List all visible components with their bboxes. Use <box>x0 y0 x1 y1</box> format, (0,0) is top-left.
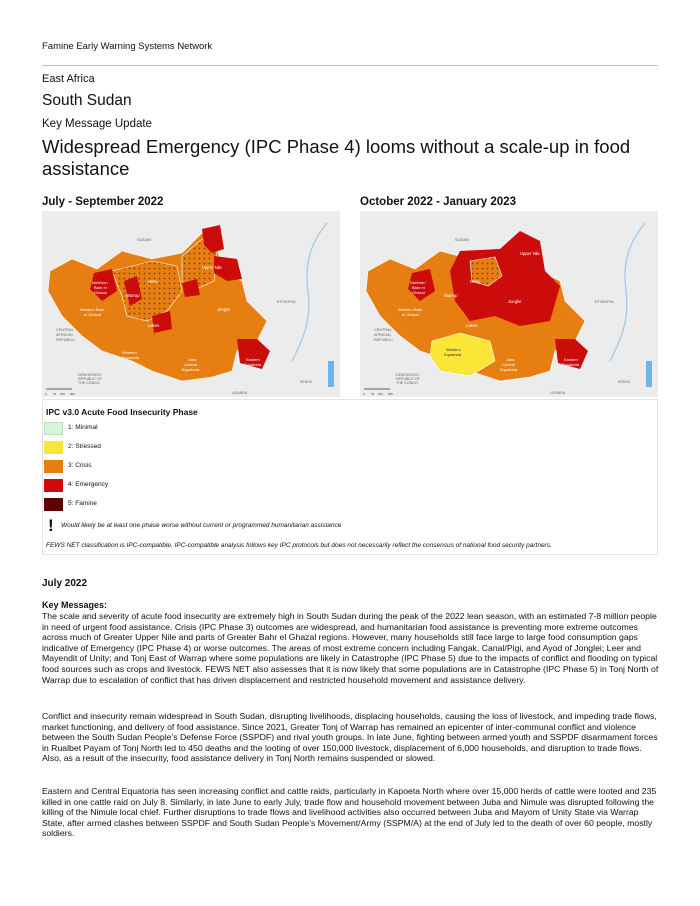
label-car: CENTRAL <box>56 328 74 332</box>
label-ethiopia: ETHIOPIA <box>595 299 614 304</box>
label-sudan: SUDAN <box>137 237 152 242</box>
label-car: CENTRAL <box>374 328 392 332</box>
legend-label: 3: Crisis <box>68 462 92 469</box>
label-central-equatoria: Central <box>184 362 197 367</box>
header-divider <box>42 65 658 66</box>
map-title-current: July - September 2022 <box>42 196 164 208</box>
label-ethiopia: ETHIOPIA <box>277 299 296 304</box>
lake-victoria <box>646 361 652 387</box>
headline: Widespread Emergency (IPC Phase 4) looms without a scale-up in food assistance <box>42 136 631 179</box>
label-car: AFRICAN <box>56 333 73 337</box>
label-jonglei: Jonglei <box>217 307 231 312</box>
label-central-equatoria: Equatoria <box>182 367 200 372</box>
label-drc: REPUBLIC OF <box>78 377 102 381</box>
label-juba: Juba <box>188 358 197 362</box>
label-warrap: Warrap <box>444 293 458 298</box>
label-drc: THE CONGO <box>396 381 418 385</box>
label-western-equatoria: Equatoria <box>444 352 462 357</box>
label-northern-bahr: Bahr el <box>94 285 107 290</box>
label-western-equatoria: Western <box>122 350 137 355</box>
label-juba: Juba <box>506 358 515 362</box>
lake-victoria <box>328 361 334 387</box>
label-northern-bahr: Ghazal <box>94 290 107 295</box>
label-kenya: KENYA <box>618 380 630 384</box>
label-upper-nile: Upper Nile <box>202 265 222 270</box>
legend-swatch <box>44 498 63 511</box>
label-kenya: KENYA <box>300 380 312 384</box>
label-eastern-equatoria: Equatoria <box>562 362 580 367</box>
map-projection <box>360 211 658 397</box>
label-central-equatoria: Equatoria <box>500 367 518 372</box>
body-paragraph: Eastern and Central Equatoria has seen increasing conflict and cattle raids, particularly in Kapoeta North where over 15,000 herds of cattle were looted and 235 killed in one cattle raid on July 8. Similarly, in late June to early July, trade flow and household movement between Juba and Nimule was disrupted following the killing of the Nimule local chief. Further disruptions to trade flows and livelihood activities also occurred between Juba and Mayom of Unity State via Warrap State, after armed clashes between SSPDF and South Sudan People’s Movement/Army (SSPM/A) at the end of July led to the death of over 60 people, mostly soldiers. <box>42 786 657 839</box>
map-title-projection: October 2022 - January 2023 <box>360 196 516 208</box>
label-car: REPUBLIC <box>56 338 75 342</box>
scale-label: 0 <box>45 392 47 396</box>
label-lakes: Lakes <box>148 323 160 328</box>
legend-swatch <box>44 479 63 492</box>
legend-label: 5: Famine <box>68 500 97 507</box>
legend-swatch <box>44 460 63 473</box>
label-uganda: UGANDA <box>232 391 248 395</box>
label-drc: DEMOCRATIC <box>78 373 102 377</box>
body-paragraph: The scale and severity of acute food insecurity are extremely high in South Sudan during the peak of the 2022 lean season, with an estimated 7-8 million people in need of urgent food assistance. Crisis (IPC Phase 3) outcomes are widespread, and humanitarian food assistance is preventing more extreme outcomes across much of Greater Upper Nile and parts of Greater Bahr el Ghazal regions. However, many households still face large to large food consumption gaps indicative of Emergency (IPC Phase 4) or worse outcomes. The areas of most extreme concern including Fangak, Canal/Pigi, and Ayod of Jonglei; Leer and Mayendit of Unity; and Tonj East of Warrap where some populations are likely in Catastrophe (IPC Phase 5) due to the impacts of conflict and flooding on typical food sources such as crops and livestock. FEWS NET also assesses that it is now likely that some populations are in Catastrophe (IPC Phase 5) in Tonj North of Warrap due to escalation of conflict that has driven displacement and restricted household movement and assistance delivery. <box>42 611 659 685</box>
legend-title: IPC v3.0 Acute Food Insecurity Phase <box>46 407 198 417</box>
scale-label: 300 <box>70 392 75 396</box>
label-car: AFRICAN <box>374 333 391 337</box>
label-upper-nile: Upper Nile <box>520 251 540 256</box>
label-unity: Unity <box>148 279 158 284</box>
label-eastern-equatoria: Equatoria <box>244 362 262 367</box>
label-drc: THE CONGO <box>78 381 100 385</box>
label-central-equatoria: Central <box>502 362 515 367</box>
label-northern-bahr: Bahr el <box>412 285 425 290</box>
legend-label: 4: Emergency <box>68 481 109 488</box>
map-current <box>42 211 340 397</box>
scale-label: 75 <box>371 392 375 396</box>
label-drc: DEMOCRATIC <box>396 373 420 377</box>
label-northern-bahr: Northern <box>92 280 108 285</box>
country-title: South Sudan <box>42 92 132 109</box>
exclamation-icon: ! <box>48 516 54 535</box>
legend-box <box>42 399 658 555</box>
label-uganda: UGANDA <box>550 391 566 395</box>
scale-label: 300 <box>388 392 393 396</box>
scale-label: 150 <box>378 392 383 396</box>
legend-label: 2: Stressed <box>68 443 101 450</box>
label-western-bahr: el Ghazal <box>402 312 419 317</box>
label-eastern-equatoria: Eastern <box>564 357 578 362</box>
body-paragraph: Conflict and insecurity remain widespread in South Sudan, disrupting livelihoods, displacing households, causing the loss of livestock, and impeding trade flows, market functioning, and delivery of food assistance. Since 2021, Greater Tonj of Warrap has remained an epicenter of inter-communal conflict and violence between the South Sudan People’s Defense Force (SSPDF) and rival youth groups. In late June, fighting between armed youth and SSPDF disarmament forces in Rualbet Payam of Tonj North led to 450 deaths and the looting of over 150,000 livestock, displacement of 6,000 households, and disruption to trade flows. Also, as a result of the insecurity, food assistance delivery in Tonj North remains suspended or slowed. <box>42 711 658 764</box>
label-northern-bahr: Northern <box>410 280 426 285</box>
scale-label: 75 <box>53 392 57 396</box>
label-western-equatoria: Equatoria <box>122 355 140 360</box>
label-eastern-equatoria: Eastern <box>246 357 260 362</box>
key-messages-heading: Key Messages: <box>42 600 108 610</box>
scale-label: 0 <box>363 392 365 396</box>
region-label: East Africa <box>42 73 95 85</box>
report-month: July 2022 <box>42 578 88 589</box>
label-warrap: Warrap <box>126 293 140 298</box>
label-western-bahr: Western Bahr <box>80 307 105 312</box>
label-western-bahr: el Ghazal <box>84 312 101 317</box>
ipc-compatibility-note: FEWS NET classification is IPC-compatible. IPC-compatible analysis follows key IPC protocols but does not necessarily reflect the consensus of national food security partners. <box>46 542 552 549</box>
assistance-note: Would likely be at least one phase worse without current or programmed humanitarian assistance <box>61 522 342 529</box>
legend-label: 1: Minimal <box>68 424 98 431</box>
label-unity: Unity <box>470 279 480 284</box>
label-northern-bahr: Ghazal <box>412 290 425 295</box>
label-lakes: Lakes <box>466 323 478 328</box>
legend-swatch <box>44 441 63 454</box>
organization-name: Famine Early Warning Systems Network <box>42 41 213 52</box>
label-western-bahr: Western Bahr <box>398 307 423 312</box>
label-car: REPUBLIC <box>374 338 393 342</box>
label-sudan: SUDAN <box>455 237 470 242</box>
report-type: Key Message Update <box>42 118 152 130</box>
label-jonglei: Jonglei <box>508 299 522 304</box>
label-drc: REPUBLIC OF <box>396 377 420 381</box>
scale-label: 150 <box>60 392 65 396</box>
legend-swatch <box>44 422 63 435</box>
label-western-equatoria: Western <box>446 347 461 352</box>
